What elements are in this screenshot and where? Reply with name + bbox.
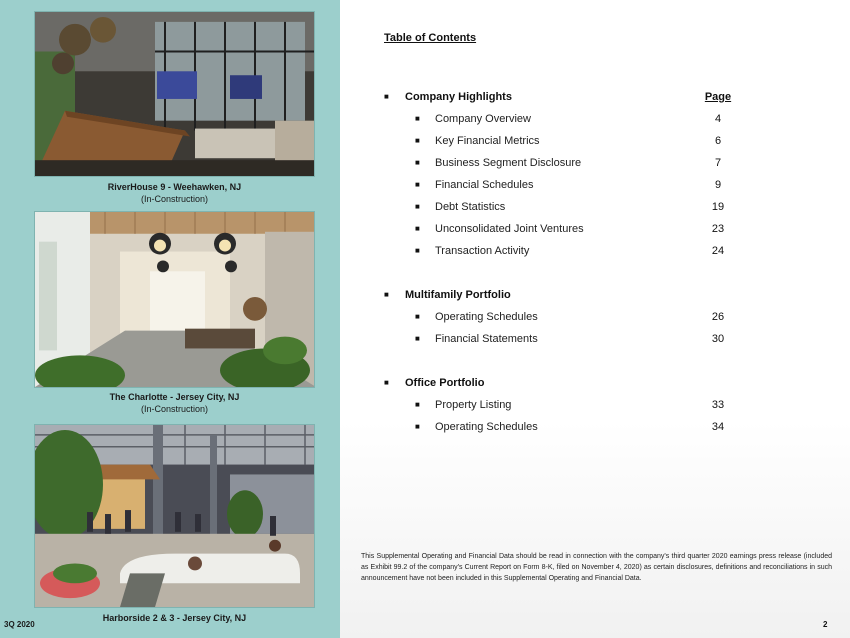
bullet-icon: ■	[384, 92, 389, 101]
toc-item[interactable]	[384, 328, 754, 350]
toc-item-page: 6	[714, 135, 722, 147]
report-period: 3Q 2020	[4, 620, 35, 629]
bullet-icon: ■	[415, 224, 420, 233]
toc-section-office-portfolio[interactable]	[384, 372, 754, 394]
toc-item-page: 33	[711, 399, 725, 411]
toc-item[interactable]	[384, 306, 754, 328]
bullet-icon: ■	[415, 334, 420, 343]
image-subtitle: (In-Construction)	[140, 404, 209, 414]
toc-item[interactable]	[384, 152, 754, 174]
bullet-icon: ■	[415, 246, 420, 255]
toc-item-label: Unconsolidated Joint Ventures	[435, 223, 584, 235]
toc-item-label: Property Listing	[435, 399, 512, 411]
image-subtitle: (In-Construction)	[140, 194, 209, 204]
bullet-icon: ■	[415, 114, 420, 123]
table-of-contents	[384, 86, 754, 438]
toc-item-page: 30	[711, 333, 725, 345]
toc-section-company-highlights[interactable]	[384, 86, 754, 108]
toc-item-label: Operating Schedules	[435, 311, 538, 323]
disclaimer-text: This Supplemental Operating and Financial Data should be read in connection with the company's third quarter 2020 earnings press release (included as Exhibit 99.2 of the company's Current Report on Form 8-K, filed on November 4, 2020) as certain disclosures, definitions and reconciliations in such announcement have not been included in this Supplemental Operating and Financial Data.	[361, 553, 832, 582]
harborside-caption	[34, 612, 315, 624]
bullet-icon: ■	[415, 422, 420, 431]
toc-item[interactable]	[384, 394, 754, 416]
toc-item-label: Financial Schedules	[435, 179, 534, 191]
toc-item[interactable]	[384, 218, 754, 240]
toc-item-page: 19	[711, 201, 725, 213]
section-label: Company Highlights	[405, 91, 512, 103]
charlotte-caption	[34, 391, 315, 415]
toc-item[interactable]	[384, 108, 754, 130]
toc-item-label: Financial Statements	[435, 333, 538, 345]
toc-item-page: 23	[711, 223, 725, 235]
toc-item-page: 7	[714, 157, 722, 169]
toc-item[interactable]	[384, 130, 754, 152]
toc-section-multifamily-portfolio[interactable]	[384, 284, 754, 306]
bullet-icon: ■	[415, 202, 420, 211]
section-label: Office Portfolio	[405, 377, 485, 389]
toc-item-label: Transaction Activity	[435, 245, 530, 257]
toc-item[interactable]	[384, 240, 754, 262]
bullet-icon: ■	[415, 136, 420, 145]
toc-item[interactable]	[384, 416, 754, 438]
toc-item-label: Operating Schedules	[435, 421, 538, 433]
image-title: The Charlotte - Jersey City, NJ	[109, 392, 240, 402]
bullet-icon: ■	[384, 290, 389, 299]
page-column-header: Page	[704, 91, 732, 103]
bullet-icon: ■	[415, 158, 420, 167]
toc-item[interactable]	[384, 196, 754, 218]
section-spacer	[384, 262, 754, 284]
bullet-icon: ■	[415, 180, 420, 189]
bullet-icon: ■	[384, 378, 389, 387]
toc-item-label: Company Overview	[435, 113, 531, 125]
toc-title: Table of Contents	[384, 32, 477, 44]
image-title: RiverHouse 9 - Weehawken, NJ	[107, 182, 242, 192]
toc-item-label: Debt Statistics	[435, 201, 506, 213]
section-spacer	[384, 350, 754, 372]
toc-item-page: 24	[711, 245, 725, 257]
toc-item-page: 4	[714, 113, 722, 125]
toc-item-page: 26	[711, 311, 725, 323]
left-image-panel	[0, 0, 340, 638]
charlotte-photo	[34, 211, 315, 388]
bullet-icon: ■	[415, 400, 420, 409]
toc-item-page: 9	[714, 179, 722, 191]
toc-item-label: Key Financial Metrics	[435, 135, 540, 147]
riverhouse-photo	[34, 11, 315, 177]
page-number: 2	[823, 620, 828, 629]
bullet-icon: ■	[415, 312, 420, 321]
section-label: Multifamily Portfolio	[405, 289, 511, 301]
image-title: Harborside 2 & 3 - Jersey City, NJ	[102, 613, 247, 623]
toc-item[interactable]	[384, 174, 754, 196]
toc-item-label: Business Segment Disclosure	[435, 157, 582, 169]
toc-item-page: 34	[711, 421, 725, 433]
riverhouse-caption	[34, 181, 315, 205]
harborside-photo	[34, 424, 315, 608]
